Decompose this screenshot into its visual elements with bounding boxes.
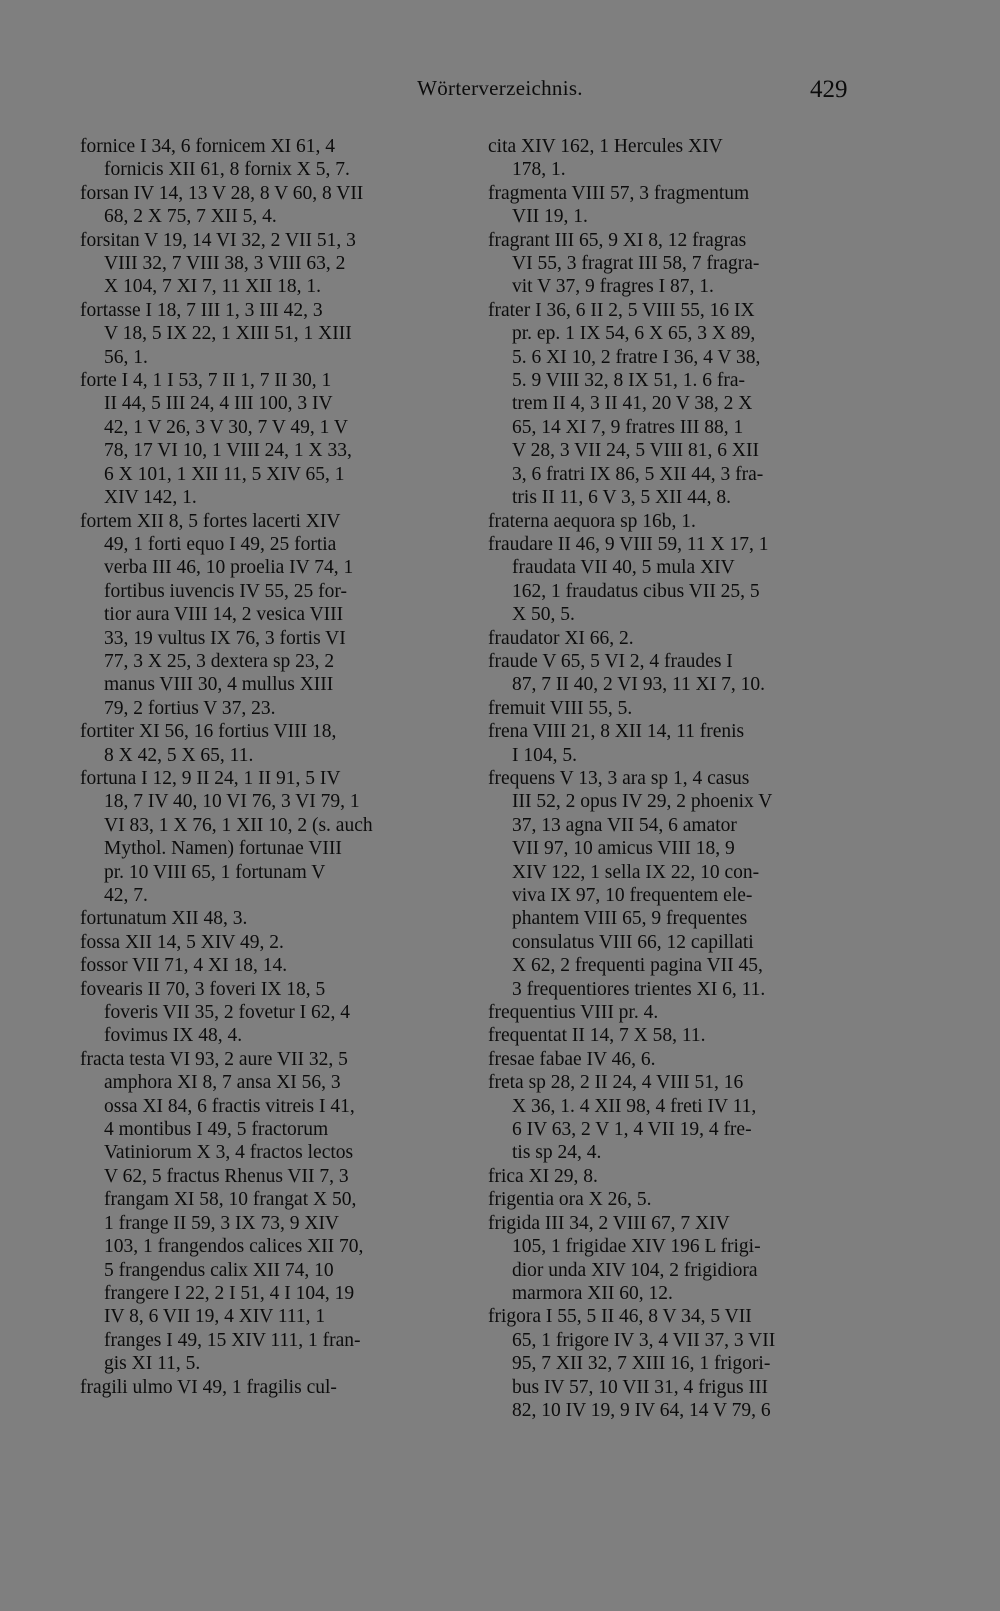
index-entry: forsitan V 19, 14 VI 32, 2 VII 51, 3 VIII 32, 7 VIII 38, 3 VIII 63, 2 X 104, 7 XI 7, 11 XII 18, 1.: [80, 229, 356, 298]
index-entry: fovearis II 70, 3 foveri IX 18, 5 foveris VII 35, 2 fovetur I 62, 4 fovimus IX 48, 4.: [80, 978, 351, 1047]
index-entry: fossor VII 71, 4 XI 18, 14.: [80, 955, 288, 977]
index-entry: frigora I 55, 5 II 46, 8 V 34, 5 VII 65, 1 frigore IV 3, 4 VII 37, 3 VII 95, 7 XII 32, 7 XIII 16, 1 frigori- bus IV 57, 10 VII 31, 4 frigus III 82, 10 IV 19, 9 IV 64, 14 V 79, 6: [488, 1306, 776, 1421]
index-entry: frigida III 34, 2 VIII 67, 7 XIV 105, 1 frigidae XIV 196 L frigi- dior unda XIV 104, 2 frigidiora marmora XII 60, 12.: [488, 1212, 761, 1304]
index-entry: fortiter XI 56, 16 fortius VIII 18, 8 X 42, 5 X 65, 11.: [80, 721, 337, 766]
index-entry: cita XIV 162, 1 Hercules XIV 178, 1.: [488, 136, 723, 181]
index-entry: frena VIII 21, 8 XII 14, 11 frenis I 104, 5.: [488, 721, 745, 766]
index-entry: fraudator XI 66, 2.: [488, 627, 634, 649]
index-entry: forsan IV 14, 13 V 28, 8 V 60, 8 VII 68, 2 X 75, 7 XII 5, 4.: [80, 182, 364, 228]
index-entry: fraude V 65, 5 VI 2, 4 fraudes I 87, 7 II 40, 2 VI 93, 11 XI 7, 10.: [488, 650, 765, 696]
index-entry: frequens V 13, 3 ara sp 1, 4 casus III 52, 2 opus IV 29, 2 phoenix V 37, 13 agna VII 54, 6 amator VII 97, 10 amicus VIII 18, 9 XIV 122, 1 sella IX 22, 10 con- viva IX 97, 10 frequentem ele- phantem VIII 65, 9 frequentes consulatus VIII 66, 12 capillati X 62, 2 frequenti pagina VII 45, 3 frequentiores trientes XI 6, 11.: [488, 767, 773, 1000]
right-column: [488, 135, 873, 1422]
index-entry: fortunatum XII 48, 3.: [80, 908, 248, 930]
index-entry: frequentius VIII pr. 4.: [488, 1002, 659, 1024]
index-entry: fragili ulmo VI 49, 1 fragilis cul-: [80, 1376, 337, 1398]
index-entry: fremuit VIII 55, 5.: [488, 697, 633, 719]
index-entry: freta sp 28, 2 II 24, 4 VIII 51, 16 X 36, 1. 4 XII 98, 4 freti IV 11, 6 IV 63, 2 V 1, 4 VII 19, 4 fre- tis sp 24, 4.: [488, 1072, 757, 1164]
index-entry: fracta testa VI 93, 2 aure VII 32, 5 amphora XI 8, 7 ansa XI 56, 3 ossa XI 84, 6 fractis vitreis I 41, 4 montibus I 49, 5 fractorum Vatiniorum X 3, 4 fractos lectos V 62, 5 fractus Rhenus VII 7, 3 frangam XI 58, 10 frangat X 50, 1 frange II 59, 3 IX 73, 9 XIV 103, 1 frangendos calices XII 70, 5 frangendus calix XII 74, 10 frangere I 22, 2 I 51, 4 I 104, 19 IV 8, 6 VII 19, 4 XIV 111, 1 franges I 49, 15 XIV 111, 1 fran- gis XI 11, 5.: [80, 1048, 364, 1375]
index-entry: fornice I 34, 6 fornicem XI 61, 4 fornicis XII 61, 8 fornix X 5, 7.: [80, 136, 350, 181]
index-entry: fossa XII 14, 5 XIV 49, 2.: [80, 931, 284, 953]
index-entry: fragmenta VIII 57, 3 fragmentum VII 19, 1.: [488, 182, 750, 228]
index-entry: fortem XII 8, 5 fortes lacerti XIV 49, 1 forti equo I 49, 25 fortia verba III 46, 10 proelia IV 74, 1 fortibus iuvencis IV 55, 25 for- tior aura VIII 14, 2 vesica VIII 33, 19 vultus IX 76, 3 fortis VI 77, 3 X 25, 3 dextera sp 23, 2 manus VIII 30, 4 mullus XIII 79, 2 fortius V 37, 23.: [80, 510, 354, 719]
index-entry: fortasse I 18, 7 III 1, 3 III 42, 3 V 18, 5 IX 22, 1 XIII 51, 1 XIII 56, 1.: [80, 299, 352, 368]
index-entry: fraudare II 46, 9 VIII 59, 11 X 17, 1 fraudata VII 40, 5 mula XIV 162, 1 fraudatus cibus VII 25, 5 X 50, 5.: [488, 533, 769, 626]
running-title: Wörterverzeichnis.: [417, 76, 583, 100]
index-entry: frater I 36, 6 II 2, 5 VIII 55, 16 IX pr. ep. 1 IX 54, 6 X 65, 3 X 89, 5. 6 XI 10, 2 fratre I 36, 4 V 38, 5. 9 VIII 32, 8 IX 51, 1. 6 fra- trem II 4, 3 II 41, 20 V 38, 2 X 65, 14 XI 7, 9 fratres III 88, 1 V 28, 3 VII 24, 5 VIII 81, 6 XII 3, 6 fratri IX 86, 5 XII 44, 3 fra- tris II 11, 6 V 3, 5 XII 44, 8.: [488, 299, 764, 509]
index-entry: fortuna I 12, 9 II 24, 1 II 91, 5 IV 18, 7 IV 40, 10 VI 76, 3 VI 79, 1 VI 83, 1 X 76, 1 XII 10, 2 (s. auch Mythol. Namen) fortunae VIII pr. 10 VIII 65, 1 fortunam V 42, 7.: [80, 767, 373, 906]
index-entry: frigentia ora X 26, 5.: [488, 1189, 652, 1211]
index-entry: fresae fabae IV 46, 6.: [488, 1048, 656, 1070]
left-column: [80, 135, 465, 1399]
index-entry: frequentat II 14, 7 X 58, 11.: [488, 1025, 706, 1047]
index-entry: forte I 4, 1 I 53, 7 II 1, 7 II 30, 1 II 44, 5 III 24, 4 III 100, 3 IV 42, 1 V 26, 3 V 30, 7 V 49, 1 V 78, 17 VI 10, 1 VIII 24, 1 X 33, 6 X 101, 1 XII 11, 5 XIV 65, 1 XIV 142, 1.: [80, 370, 352, 509]
index-entry: fragrant III 65, 9 XI 8, 12 fragras VI 55, 3 fragrat III 58, 7 fragra- vit V 37, 9 fragres I 87, 1.: [488, 229, 760, 298]
page-number: 429: [810, 76, 848, 103]
index-entry: frica XI 29, 8.: [488, 1165, 598, 1187]
index-entry: fraterna aequora sp 16b, 1.: [488, 510, 696, 532]
